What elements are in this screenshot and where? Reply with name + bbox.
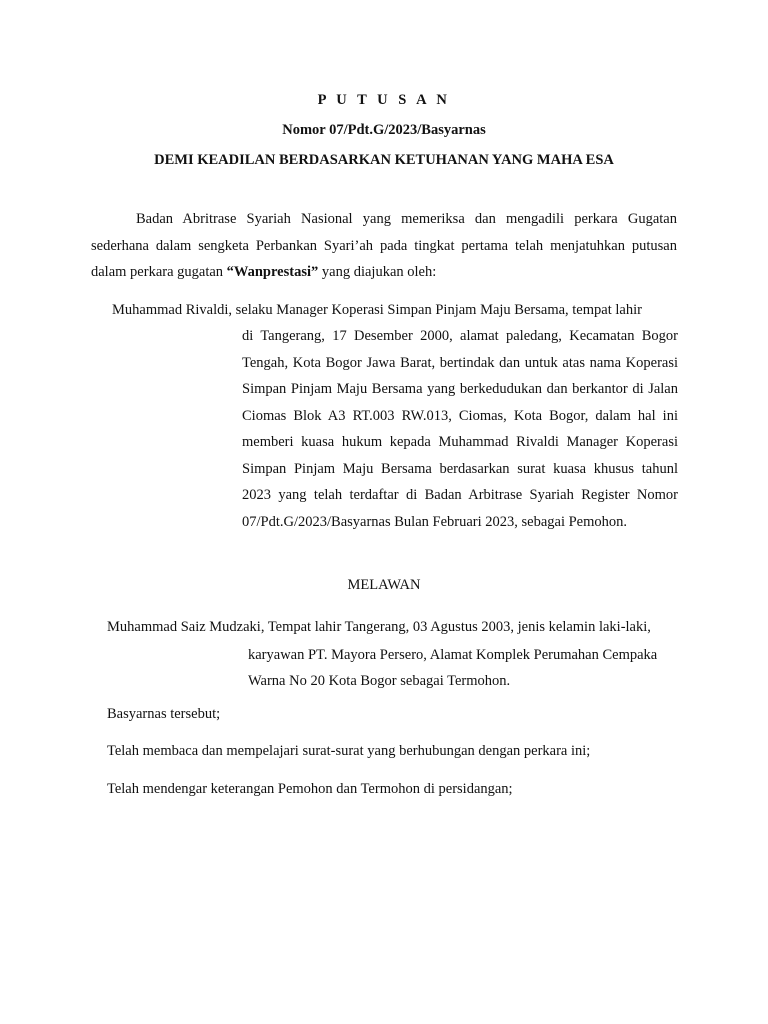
respondent-first-line: Muhammad Saiz Mudzaki, Tempat lahir Tangerang, 03 Agustus 2003, jenis kelamin laki-laki, [107,619,651,635]
case-number: Nomor 07/Pdt.G/2023/Basyarnas [282,122,486,138]
intro-case-type: “Wanprestasi” [226,264,319,280]
invocation-heading: DEMI KEADILAN BERDASARKAN KETUHANAN YANG MAHA ESA [154,152,614,168]
respondent-line-2: karyawan PT. Mayora Persero, Alamat Komplek Perumahan Cempaka [248,647,658,663]
petitioner-first-line: Muhammad Rivaldi, selaku Manager Koperasi Simpan Pinjam Maju Bersama, tempat lahir [112,302,642,318]
respondent-details [248,642,680,694]
closing-line-2: Telah membaca dan mempelajari surat-surat yang berhubungan dengan perkara ini; [107,743,591,759]
versus-heading: MELAWAN [347,577,421,593]
closing-line-1: Basyarnas tersebut; [107,706,221,722]
document-title: P U T U S A N [317,92,451,108]
petitioner-details: di Tangerang, 17 Desember 2000, alamat paledang, Kecamatan Bogor Tengah, Kota Bogor Jawa Barat, bertindak dan untuk atas nama Koperasi Simpan Pinjam Maju Bersama yang berkedudukan dan berkantor di Jalan Ciomas Blok A3 RT.003 RW.013, Ciomas, Kota Bogor, dalam hal ini memberi kuasa hukum kepada Muhammad Rivaldi Manager Koperasi Simpan Pinjam Maju Bersama berdasarkan surat kuasa khusus tahunl 2023 yang telah terdaftar di Badan Arbitrase Syariah Register Nomor 07/Pdt.G/2023/Basyarnas Bulan Februari 2023, sebagai Pemohon. [242,328,678,530]
respondent-line-3: Warna No 20 Kota Bogor sebagai Termohon. [248,673,511,689]
intro-paragraph [91,206,677,286]
intro-text-before: Badan Abritrase Syariah Nasional yang memeriksa dan mengadili perkara Gugatan sederhana dalam sengketa Perbankan Syari’ah pada tingkat pertama telah menjatuhkan putusan dalam perkara gugatan [91,211,677,280]
intro-text-after: yang diajukan oleh: [318,264,437,280]
closing-line-3: Telah mendengar keterangan Pemohon dan Termohon di persidangan; [107,781,513,797]
